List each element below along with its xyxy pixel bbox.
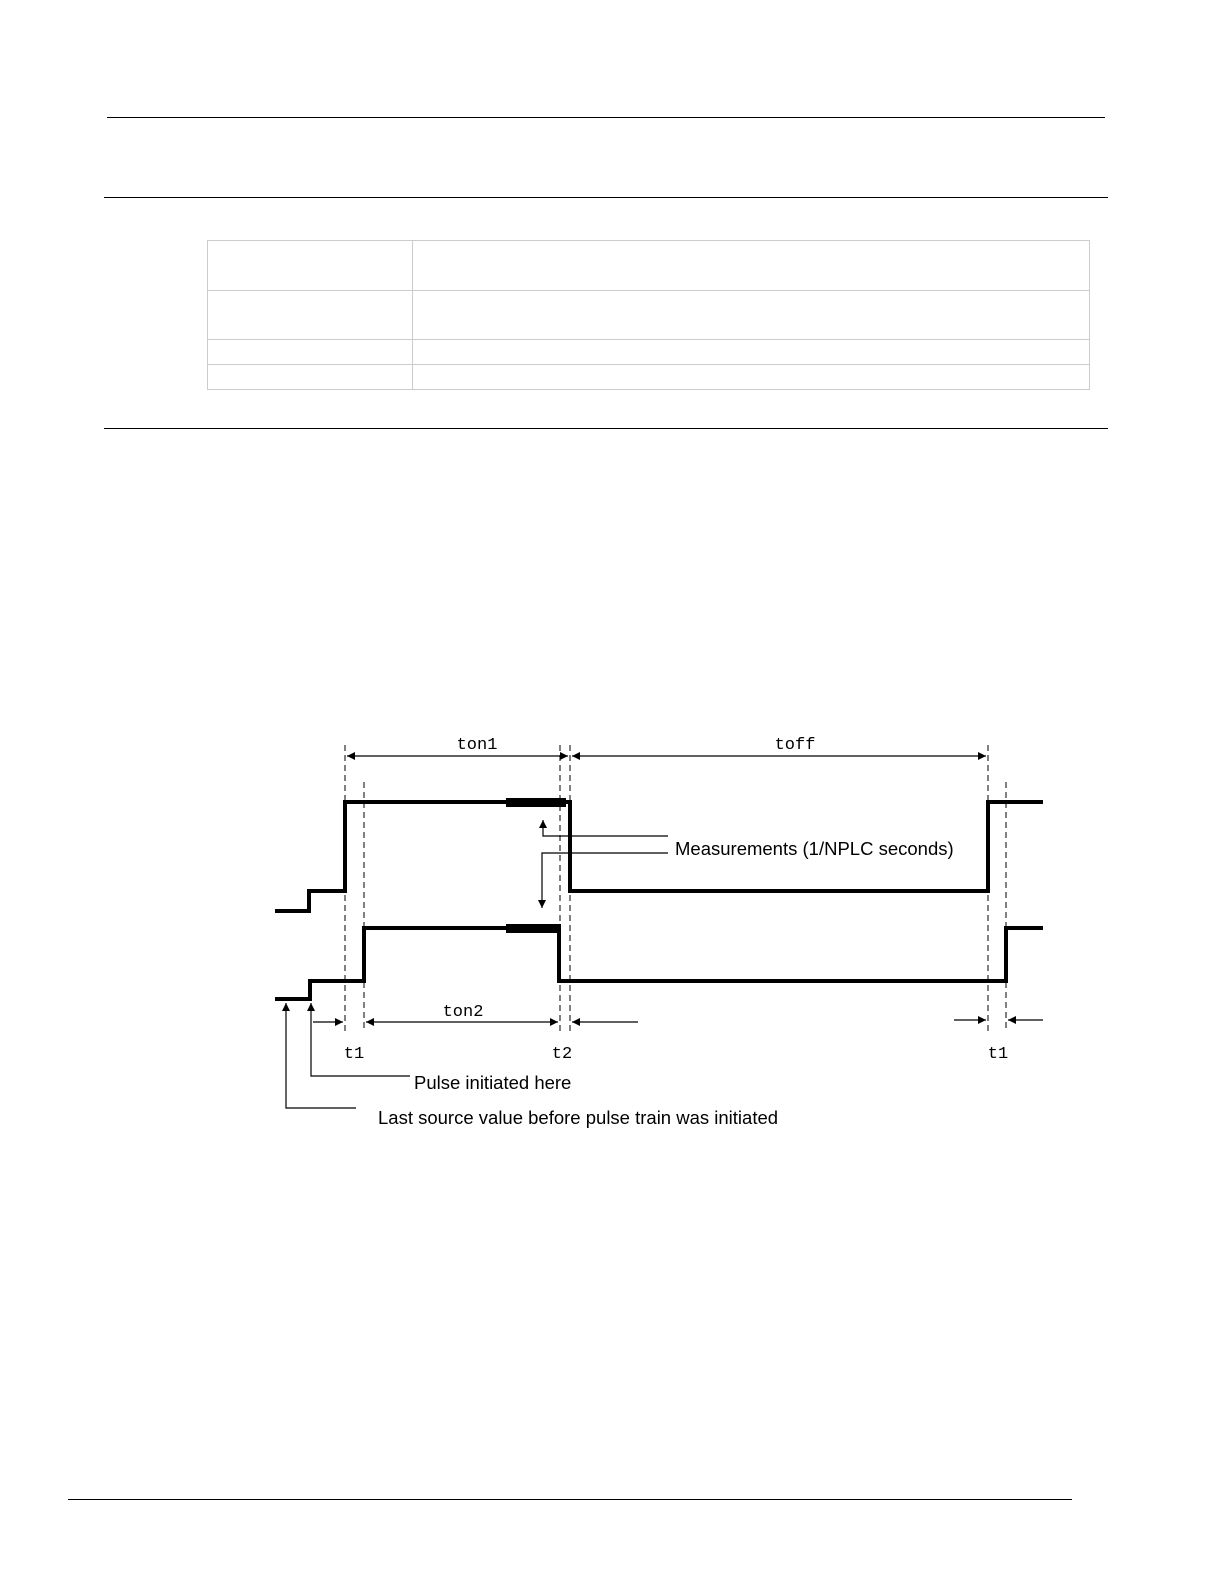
t1-right-label: t1 [987, 1045, 1009, 1064]
measurement-callout-up [543, 820, 668, 836]
footer-rule [68, 1499, 1072, 1500]
pulse-initiated-callout [311, 1003, 410, 1076]
waveform-bottom [275, 928, 1043, 999]
measurement-window-bottom [506, 924, 561, 933]
t1-left-label: t1 [343, 1045, 365, 1064]
reference-dashed-lines [345, 745, 1006, 1032]
ton1-label: ton1 [456, 736, 498, 755]
t2-label: t2 [551, 1045, 573, 1064]
pulse-initiated-label: Pulse initiated here [414, 1072, 572, 1093]
measurement-callout-down [542, 853, 668, 908]
measurements-label: Measurements (1/NPLC seconds) [675, 838, 954, 859]
measurement-window-top [506, 798, 566, 807]
toff-label: toff [774, 736, 816, 755]
last-source-label: Last source value before pulse train was initiated [378, 1107, 779, 1128]
ton2-label: ton2 [442, 1003, 484, 1022]
